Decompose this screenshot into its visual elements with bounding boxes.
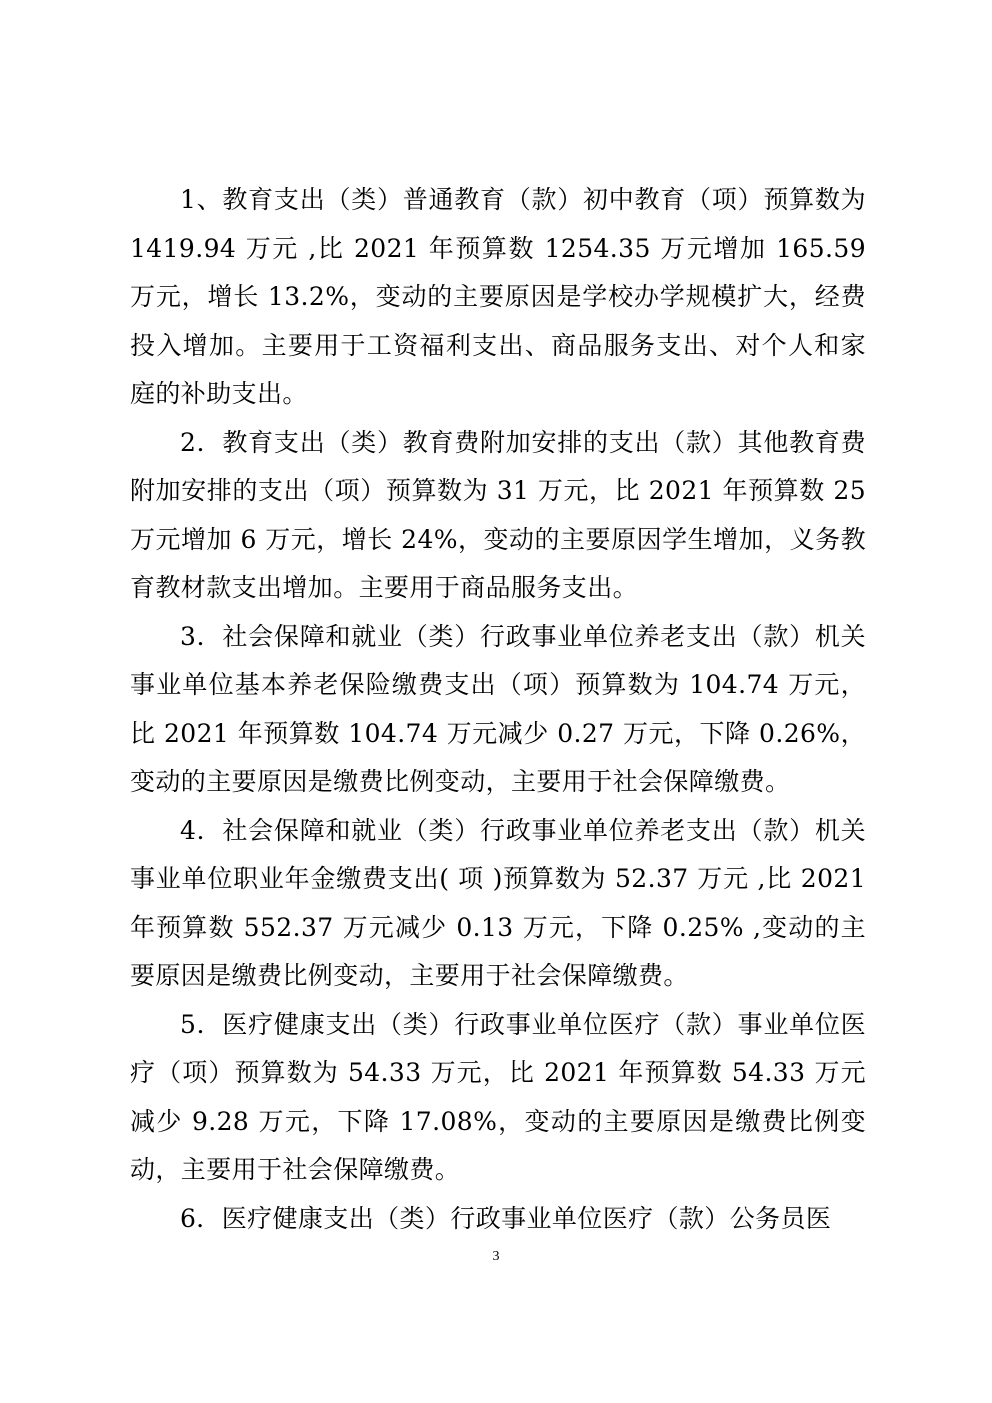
paragraph-basic-pension-insurance: 3．社会保障和就业（类）行政事业单位养老支出（款）机关事业单位基本养老保险缴费支出（项）预算数为 104.74 万元，比 2021 年预算数 104.74 万元减少 0.27 万元，下降 0.26%，变动的主要原因是缴费比例变动，主要用于社会保障缴费。 bbox=[130, 621, 866, 796]
paragraph-education-surcharge: 2．教育支出（类）教育费附加安排的支出（款）其他教育费附加安排的支出（项）预算数为 31 万元，比 2021 年预算数 25 万元增加 6 万元，增长 24%，变动的主要原因学生增加，义务教育教材款支出增加。主要用于商品服务支出。 bbox=[130, 427, 866, 602]
paragraph-education-junior-middle: 1、教育支出（类）普通教育（款）初中教育（项）预算数为 1419.94 万元 ,比 2021 年预算数 1254.35 万元增加 165.59 万元，增长 13.2%，变动的主要原因是学校办学规模扩大，经费投入增加。主要用于工资福利支出、商品服务支出、对个人和家庭的补助支出。 bbox=[130, 185, 866, 408]
paragraph-occupational-annuity: 4．社会保障和就业（类）行政事业单位养老支出（款）机关事业单位职业年金缴费支出( 项 )预算数为 52.37 万元 ,比 2021 年预算数 552.37 万元减少 0.13 万元，下降 0.25% ,变动的主要原因是缴费比例变动，主要用于社会保障缴费。 bbox=[130, 815, 866, 990]
paragraph-civil-servant-medical: 6．医疗健康支出（类）行政事业单位医疗（款）公务员医 bbox=[180, 1203, 832, 1233]
document-body bbox=[130, 176, 866, 1243]
paragraph-institution-medical: 5．医疗健康支出（类）行政事业单位医疗（款）事业单位医疗（项）预算数为 54.33 万元，比 2021 年预算数 54.33 万元减少 9.28 万元，下降 17.08%，变动的主要原因是缴费比例变动，主要用于社会保障缴费。 bbox=[130, 1009, 866, 1184]
page-number: 3 bbox=[492, 1249, 500, 1264]
